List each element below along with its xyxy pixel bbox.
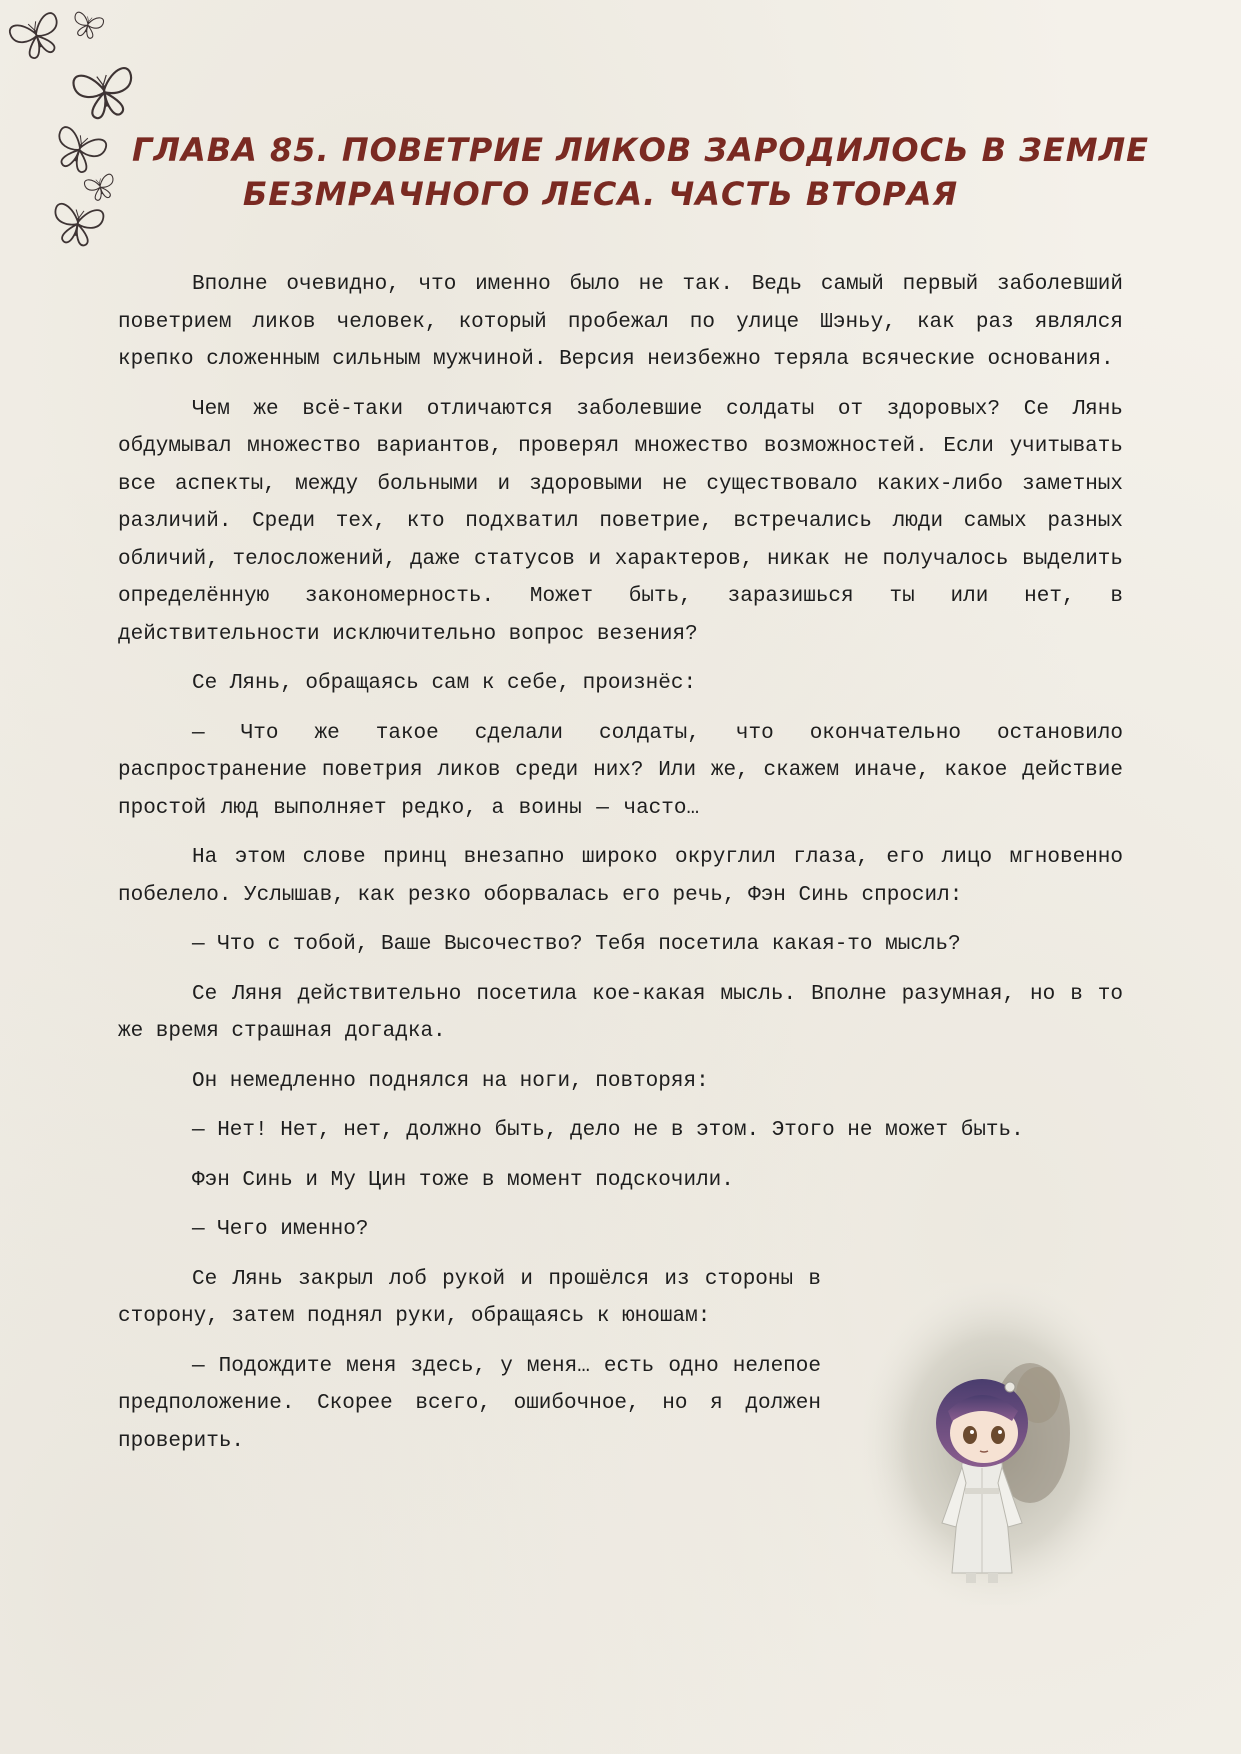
paragraph: Се Лянь, обращаясь сам к себе, произнёс: [192, 672, 697, 695]
paragraph: Се Ляня действительно посетила кое-какая мысль. Вполне разумная, но в то же время страшная догадка. [118, 982, 1123, 1043]
paragraph: Вполне очевидно, что именно было не так. Ведь самый первый заболевший поветрием ликов человек, который пробежал по улице Шэньу, как раз являлся крепко сложенным сильным мужчиной. Версия неизбежно теряла всяческие основания. [118, 273, 1123, 371]
chapter-title [0, 128, 1241, 216]
paragraph: — Что с тобой, Ваше Высочество? Тебя посетила какая-то мысль? [192, 933, 961, 956]
paragraph: Чем же всё-таки отличаются заболевшие солдаты от здоровых? Се Лянь обдумывал множество вариантов, проверял множество возможностей. Если учитывать все аспекты, между больными и здоровыми не существовало каких-либо заметных различий. Среди тех, кто подхватил поветрие, встречались люди самых разных обличий, телосложений, даже статусов и характеров, никак не получалось выделить определённую закономерность. Может быть, заразишься ты или нет, в действительности исключительно вопрос везения? [118, 397, 1123, 646]
paragraph: На этом слове принц внезапно широко округлил глаза, его лицо мгновенно побелело. Услышав, как резко оборвалась его речь, Фэн Синь спросил: [118, 846, 1123, 907]
butterfly-icon [8, 11, 66, 63]
paragraph: Се Лянь закрыл лоб рукой и прошёлся из стороны в сторону, затем поднял руки, обращаясь к юношам: [118, 1267, 821, 1328]
butterfly-icon [72, 67, 137, 121]
chapter-title-line2: БЕЗМРАЧНОГО ЛЕСА. ЧАСТЬ ВТОРАЯ [242, 175, 959, 213]
paragraph: — Подождите меня здесь, у меня… есть одно нелепое предположение. Скорее всего, ошибочное, но я должен проверить. [118, 1354, 821, 1453]
paragraph: Фэн Синь и Му Цин тоже в момент подскочили. [192, 1168, 734, 1192]
butterfly-icon [71, 11, 105, 40]
chapter-title-line1: ГЛАВА 85. ПОВЕТРИЕ ЛИКОВ ЗАРОДИЛОСЬ В ЗЕМЛЕ [131, 131, 1150, 169]
paragraph: — Нет! Нет, нет, должно быть, дело не в этом. Этого не может быть. [192, 1119, 1024, 1142]
paragraph: Он немедленно поднялся на ноги, повторяя: [192, 1069, 709, 1093]
paragraph: — Что же такое сделали солдаты, что окончательно остановило распространение поветрия ликов среди них? Или же, скажем иначе, какое действие простой люд выполняет редко, а воины — часто… [118, 721, 1123, 820]
paragraph: — Чего именно? [192, 1218, 369, 1241]
chibi-character-illustration [862, 1283, 1132, 1605]
